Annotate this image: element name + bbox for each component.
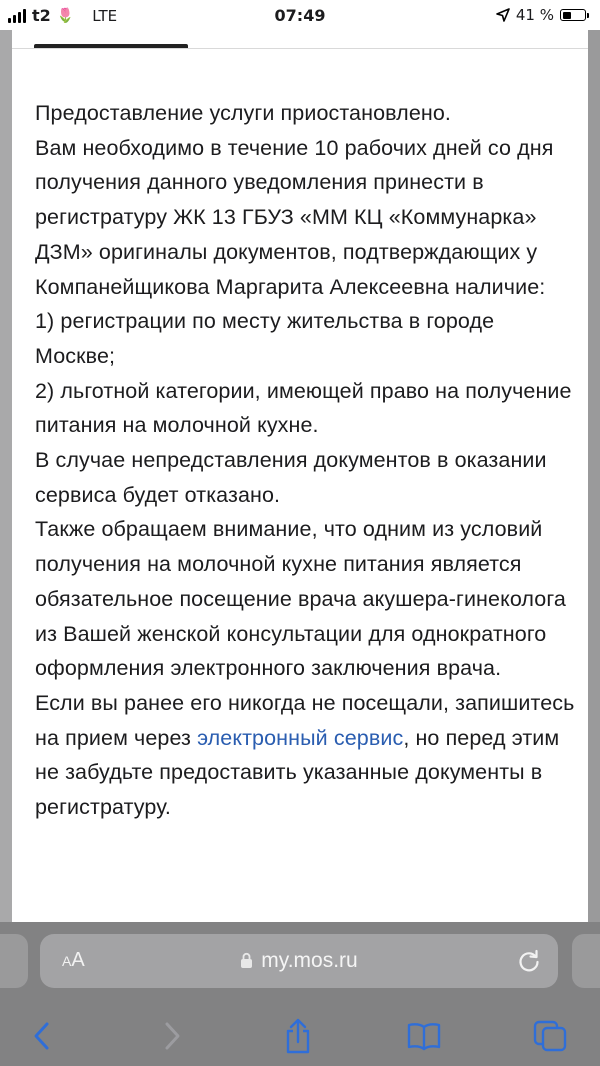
- message-paragraph: Также обращаем внимание, что одним из условий получения на молочной кухне питания является обязательное посещение врача акушера-гинеколога из Вашей женской консультации для однократного оформления электронного заключения врача.: [35, 517, 566, 681]
- forward-icon: [162, 1021, 182, 1051]
- network-type: LTE: [92, 6, 118, 25]
- message-text: Если вы ранее его никогда не посещали, запишитесь на прием через: [35, 690, 575, 750]
- next-tab-peek[interactable]: [572, 934, 600, 988]
- url-display[interactable]: [40, 949, 558, 973]
- message-paragraph: 2) льготной категории, имеющей право на получение питания на молочной кухне.: [35, 378, 572, 438]
- url-text: my.mos.ru: [261, 949, 358, 972]
- back-icon: [32, 1021, 52, 1051]
- message-paragraph: В случае непредставления документов в оказании сервиса будет отказано.: [35, 448, 547, 507]
- message-paragraph: 1) регистрации по месту жительства в городе Москве;: [35, 309, 495, 368]
- address-bar[interactable]: [40, 934, 558, 988]
- page-edge-right: [588, 30, 600, 930]
- previous-tab-peek[interactable]: [0, 934, 28, 988]
- tabs-button[interactable]: [528, 1016, 572, 1056]
- carrier-emoji: 🌷: [56, 7, 75, 24]
- message-paragraph-last: [35, 686, 575, 825]
- message-paragraph: Предоставление услуги приостановлено.: [35, 101, 451, 125]
- page-edge-left: [0, 30, 12, 930]
- text-size-large-label: A: [71, 949, 85, 971]
- battery-icon: [560, 9, 586, 21]
- notification-message: [35, 96, 575, 825]
- reload-button[interactable]: [516, 948, 542, 979]
- tabs-icon: [533, 1020, 567, 1052]
- bookmarks-button[interactable]: [402, 1016, 446, 1056]
- bookmarks-icon: [406, 1021, 442, 1051]
- notification-card: [12, 30, 588, 930]
- clock: 07:49: [274, 6, 326, 25]
- location-icon: [496, 8, 510, 22]
- battery-percent: 41 %: [515, 6, 554, 24]
- browser-address-area: [0, 922, 600, 1004]
- status-bar: [0, 0, 600, 30]
- reload-icon: [516, 948, 542, 974]
- message-text: , но перед этим не забудьте предоставить указанные документы в регистратуру.: [35, 725, 560, 820]
- battery-level: [563, 12, 571, 19]
- message-paragraph: Вам необходимо в течение 10 рабочих дней со дня получения данного уведомления принести в регистратуру ЖК 13 ГБУЗ «ММ КЦ «Коммунарка» ДЗМ» оригиналы документов, подтверждающих у Компанейщикова Маргарита Алексеевна наличие:: [35, 135, 554, 299]
- tab-divider: [12, 48, 588, 49]
- status-bar-right: [496, 6, 586, 24]
- forward-button[interactable]: [150, 1016, 194, 1056]
- carrier-name: t2: [32, 6, 51, 25]
- text-size-small-label: A: [62, 953, 72, 969]
- browser-toolbar: [0, 1004, 600, 1066]
- lock-icon: [240, 952, 253, 969]
- share-icon: [283, 1018, 313, 1054]
- share-button[interactable]: [276, 1016, 320, 1056]
- back-button[interactable]: [20, 1016, 64, 1056]
- electronic-service-link[interactable]: электронный сервис: [197, 725, 404, 750]
